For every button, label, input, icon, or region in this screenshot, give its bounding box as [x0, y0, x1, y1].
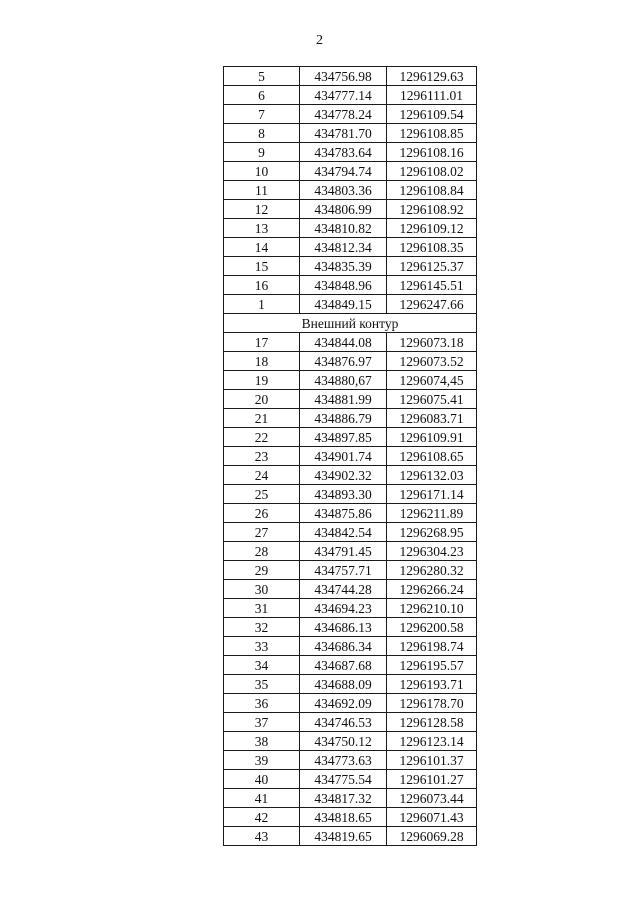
- table-row: [224, 504, 477, 523]
- y-coordinate-cell: 1296304.23: [387, 542, 477, 561]
- table-row: [224, 732, 477, 751]
- table-row: [224, 789, 477, 808]
- table-row: [224, 694, 477, 713]
- table-row: [224, 200, 477, 219]
- point-number-cell: 34: [224, 656, 300, 675]
- table-row: [224, 219, 477, 238]
- table-row: [224, 390, 477, 409]
- y-coordinate-cell: 1296073.52: [387, 352, 477, 371]
- point-number-cell: 7: [224, 105, 300, 124]
- x-coordinate-cell: 434817.32: [300, 789, 387, 808]
- y-coordinate-cell: 1296108.02: [387, 162, 477, 181]
- x-coordinate-cell: 434783.64: [300, 143, 387, 162]
- x-coordinate-cell: 434886.79: [300, 409, 387, 428]
- point-number-cell: 12: [224, 200, 300, 219]
- point-number-cell: 13: [224, 219, 300, 238]
- table-row: [224, 618, 477, 637]
- point-number-cell: 6: [224, 86, 300, 105]
- y-coordinate-cell: 1296111.01: [387, 86, 477, 105]
- x-coordinate-cell: 434812.34: [300, 238, 387, 257]
- x-coordinate-cell: 434897.85: [300, 428, 387, 447]
- y-coordinate-cell: 1296109.54: [387, 105, 477, 124]
- table-row: [224, 770, 477, 789]
- x-coordinate-cell: 434777.14: [300, 86, 387, 105]
- coordinates-table-body: [224, 67, 477, 846]
- point-number-cell: 10: [224, 162, 300, 181]
- table-row: [224, 751, 477, 770]
- x-coordinate-cell: 434694.23: [300, 599, 387, 618]
- table-row: [224, 143, 477, 162]
- x-coordinate-cell: 434756.98: [300, 67, 387, 86]
- y-coordinate-cell: 1296247.66: [387, 295, 477, 314]
- x-coordinate-cell: 434848.96: [300, 276, 387, 295]
- y-coordinate-cell: 1296266.24: [387, 580, 477, 599]
- y-coordinate-cell: 1296268.95: [387, 523, 477, 542]
- x-coordinate-cell: 434803.36: [300, 181, 387, 200]
- x-coordinate-cell: 434746.53: [300, 713, 387, 732]
- y-coordinate-cell: 1296108.92: [387, 200, 477, 219]
- table-row: [224, 352, 477, 371]
- y-coordinate-cell: 1296083.71: [387, 409, 477, 428]
- y-coordinate-cell: 1296145.51: [387, 276, 477, 295]
- table-row: [224, 561, 477, 580]
- point-number-cell: 38: [224, 732, 300, 751]
- table-row: [224, 276, 477, 295]
- table-row: [224, 409, 477, 428]
- point-number-cell: 29: [224, 561, 300, 580]
- point-number-cell: 42: [224, 808, 300, 827]
- x-coordinate-cell: 434781.70: [300, 124, 387, 143]
- table-row: [224, 181, 477, 200]
- table-row: [224, 86, 477, 105]
- point-number-cell: 21: [224, 409, 300, 428]
- point-number-cell: 23: [224, 447, 300, 466]
- y-coordinate-cell: 1296109.91: [387, 428, 477, 447]
- y-coordinate-cell: 1296280.32: [387, 561, 477, 580]
- table-row: [224, 713, 477, 732]
- x-coordinate-cell: 434775.54: [300, 770, 387, 789]
- x-coordinate-cell: 434842.54: [300, 523, 387, 542]
- table-row: [224, 295, 477, 314]
- point-number-cell: 1: [224, 295, 300, 314]
- table-row: [224, 580, 477, 599]
- point-number-cell: 11: [224, 181, 300, 200]
- y-coordinate-cell: 1296109.12: [387, 219, 477, 238]
- table-row: [224, 599, 477, 618]
- y-coordinate-cell: 1296129.63: [387, 67, 477, 86]
- y-coordinate-cell: 1296073.44: [387, 789, 477, 808]
- y-coordinate-cell: 1296128.58: [387, 713, 477, 732]
- x-coordinate-cell: 434902.32: [300, 466, 387, 485]
- x-coordinate-cell: 434875.86: [300, 504, 387, 523]
- x-coordinate-cell: 434818.65: [300, 808, 387, 827]
- point-number-cell: 31: [224, 599, 300, 618]
- y-coordinate-cell: 1296108.65: [387, 447, 477, 466]
- table-row: [224, 637, 477, 656]
- table-row: [224, 238, 477, 257]
- section-label: Внешний контур: [224, 314, 477, 333]
- point-number-cell: 20: [224, 390, 300, 409]
- point-number-cell: 17: [224, 333, 300, 352]
- y-coordinate-cell: 1296200.58: [387, 618, 477, 637]
- table-row: [224, 523, 477, 542]
- y-coordinate-cell: 1296211.89: [387, 504, 477, 523]
- table-row: [224, 162, 477, 181]
- table-row: [224, 257, 477, 276]
- point-number-cell: 35: [224, 675, 300, 694]
- table-row: [224, 105, 477, 124]
- table-row: [224, 371, 477, 390]
- point-number-cell: 27: [224, 523, 300, 542]
- y-coordinate-cell: 1296101.37: [387, 751, 477, 770]
- x-coordinate-cell: 434806.99: [300, 200, 387, 219]
- y-coordinate-cell: 1296195.57: [387, 656, 477, 675]
- point-number-cell: 9: [224, 143, 300, 162]
- y-coordinate-cell: 1296108.35: [387, 238, 477, 257]
- point-number-cell: 26: [224, 504, 300, 523]
- x-coordinate-cell: 434880,67: [300, 371, 387, 390]
- x-coordinate-cell: 434688.09: [300, 675, 387, 694]
- point-number-cell: 43: [224, 827, 300, 846]
- y-coordinate-cell: 1296171.14: [387, 485, 477, 504]
- y-coordinate-cell: 1296193.71: [387, 675, 477, 694]
- y-coordinate-cell: 1296123.14: [387, 732, 477, 751]
- table-row: [224, 675, 477, 694]
- coordinates-table: [223, 66, 477, 846]
- section-row: [224, 314, 477, 333]
- y-coordinate-cell: 1296075.41: [387, 390, 477, 409]
- table-row: [224, 466, 477, 485]
- x-coordinate-cell: 434686.13: [300, 618, 387, 637]
- point-number-cell: 40: [224, 770, 300, 789]
- x-coordinate-cell: 434893.30: [300, 485, 387, 504]
- x-coordinate-cell: 434881.99: [300, 390, 387, 409]
- y-coordinate-cell: 1296198.74: [387, 637, 477, 656]
- x-coordinate-cell: 434791.45: [300, 542, 387, 561]
- table-row: [224, 124, 477, 143]
- point-number-cell: 24: [224, 466, 300, 485]
- table-row: [224, 808, 477, 827]
- x-coordinate-cell: 434686.34: [300, 637, 387, 656]
- x-coordinate-cell: 434819.65: [300, 827, 387, 846]
- point-number-cell: 18: [224, 352, 300, 371]
- x-coordinate-cell: 434744.28: [300, 580, 387, 599]
- y-coordinate-cell: 1296069.28: [387, 827, 477, 846]
- y-coordinate-cell: 1296108.16: [387, 143, 477, 162]
- point-number-cell: 5: [224, 67, 300, 86]
- x-coordinate-cell: 434794.74: [300, 162, 387, 181]
- x-coordinate-cell: 434835.39: [300, 257, 387, 276]
- point-number-cell: 14: [224, 238, 300, 257]
- table-row: [224, 428, 477, 447]
- point-number-cell: 36: [224, 694, 300, 713]
- y-coordinate-cell: 1296108.84: [387, 181, 477, 200]
- y-coordinate-cell: 1296108.85: [387, 124, 477, 143]
- table-row: [224, 656, 477, 675]
- point-number-cell: 37: [224, 713, 300, 732]
- point-number-cell: 16: [224, 276, 300, 295]
- y-coordinate-cell: 1296073.18: [387, 333, 477, 352]
- point-number-cell: 28: [224, 542, 300, 561]
- y-coordinate-cell: 1296101.27: [387, 770, 477, 789]
- x-coordinate-cell: 434757.71: [300, 561, 387, 580]
- table-row: [224, 485, 477, 504]
- page-number: 2: [316, 33, 323, 48]
- point-number-cell: 15: [224, 257, 300, 276]
- table-row: [224, 542, 477, 561]
- x-coordinate-cell: 434773.63: [300, 751, 387, 770]
- table-row: [224, 333, 477, 352]
- x-coordinate-cell: 434778.24: [300, 105, 387, 124]
- point-number-cell: 33: [224, 637, 300, 656]
- table-row: [224, 827, 477, 846]
- y-coordinate-cell: 1296132.03: [387, 466, 477, 485]
- y-coordinate-cell: 1296125.37: [387, 257, 477, 276]
- point-number-cell: 8: [224, 124, 300, 143]
- point-number-cell: 25: [224, 485, 300, 504]
- x-coordinate-cell: 434687.68: [300, 656, 387, 675]
- x-coordinate-cell: 434750.12: [300, 732, 387, 751]
- point-number-cell: 22: [224, 428, 300, 447]
- point-number-cell: 41: [224, 789, 300, 808]
- y-coordinate-cell: 1296074,45: [387, 371, 477, 390]
- table-row: [224, 447, 477, 466]
- x-coordinate-cell: 434844.08: [300, 333, 387, 352]
- point-number-cell: 19: [224, 371, 300, 390]
- x-coordinate-cell: 434876.97: [300, 352, 387, 371]
- x-coordinate-cell: 434692.09: [300, 694, 387, 713]
- y-coordinate-cell: 1296178.70: [387, 694, 477, 713]
- y-coordinate-cell: 1296210.10: [387, 599, 477, 618]
- point-number-cell: 32: [224, 618, 300, 637]
- x-coordinate-cell: 434901.74: [300, 447, 387, 466]
- point-number-cell: 30: [224, 580, 300, 599]
- table-row: [224, 67, 477, 86]
- point-number-cell: 39: [224, 751, 300, 770]
- y-coordinate-cell: 1296071.43: [387, 808, 477, 827]
- x-coordinate-cell: 434849.15: [300, 295, 387, 314]
- x-coordinate-cell: 434810.82: [300, 219, 387, 238]
